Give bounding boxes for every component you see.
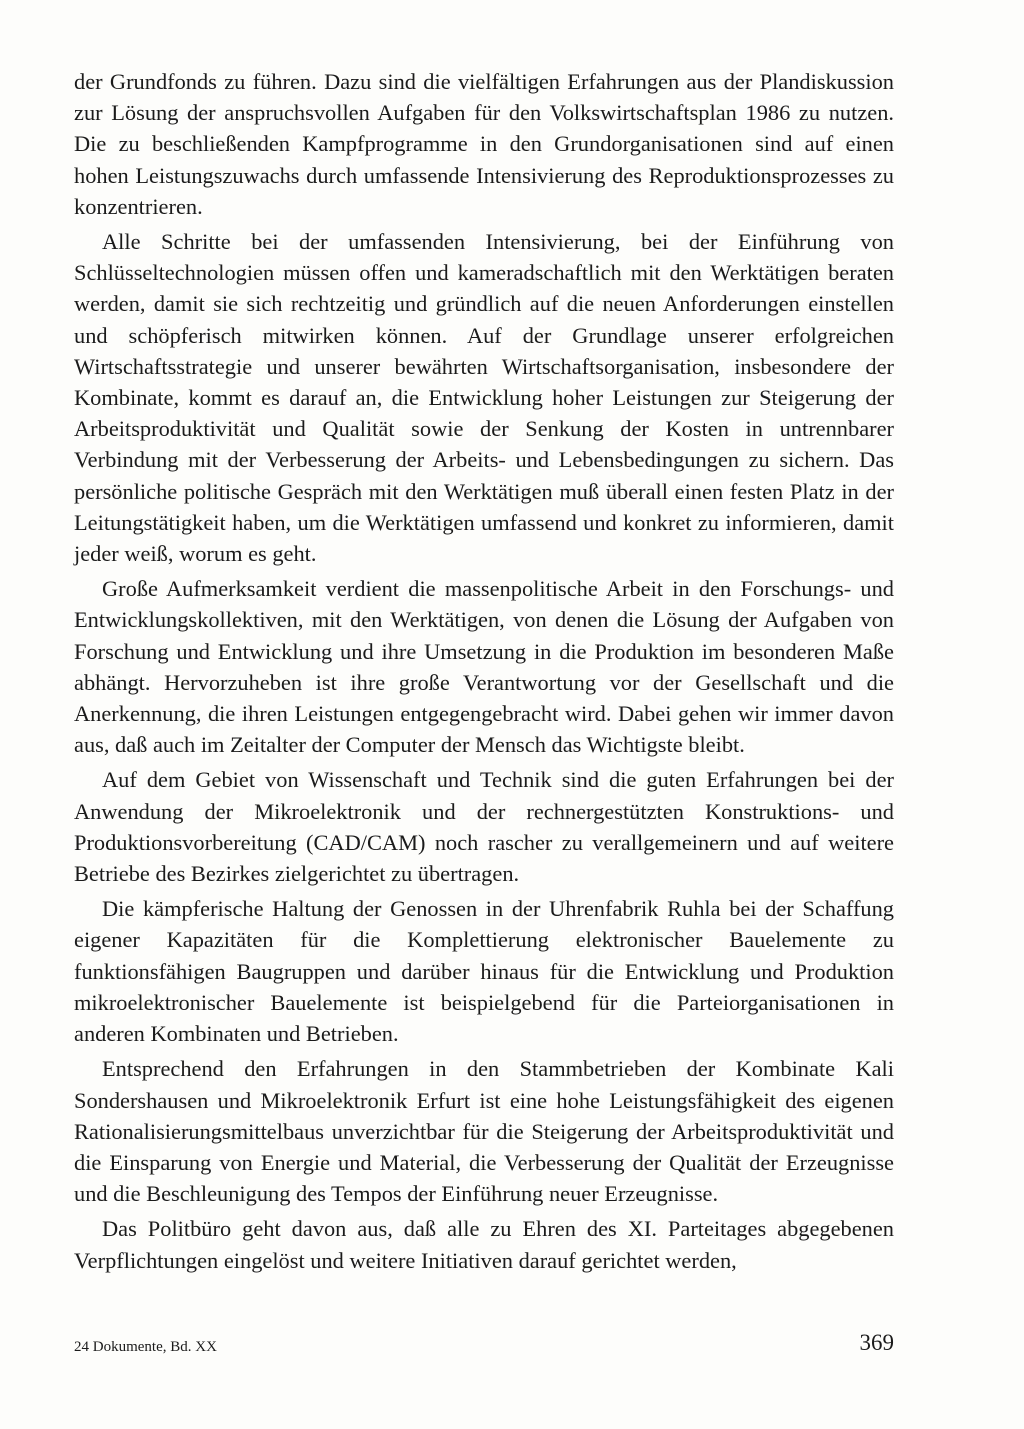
page-number: 369 bbox=[859, 1330, 894, 1355]
paragraph-3: Große Aufmerksamkeit verdient die massenpolitische Arbeit in den Forschungs- und Entwicklungskollektiven, mit den Werktätigen, von denen die Lösung der Aufgaben von Forschung und Entwicklung und ihre Umsetzung in die Produktion im besonderen Maße abhängt. Hervorzuheben ist ihre große Verantwortung vor der Gesellschaft und die Anerkennung, die ihren Leistungen entgegengebracht wird. Dabei gehen wir immer davon aus, daß auch im Zeitalter der Computer der Mensch das Wichtigste bleibt. bbox=[74, 576, 894, 758]
paragraph-6: Entsprechend den Erfahrungen in den Stammbetrieben der Kombinate Kali Sondershausen und Mikroelektronik Erfurt ist eine hohe Leistungsfähigkeit des eigenen Rationalisierungsmittelbaus unverzichtbar für die Steigerung der Arbeitsproduktivität und die Einsparung von Energie und Material, die Verbesserung der Qualität der Erzeugnisse und die Beschleunigung des Tempos der Einführung neuer Erzeugnisse. bbox=[74, 1056, 894, 1207]
paragraph-5: Die kämpferische Haltung der Genossen in der Uhrenfabrik Ruhla bei der Schaffung eigener Kapazitäten für die Komplettierung elektronischer Bauelemente zu funktionsfähigen Baugruppen und darüber hinaus für die Entwicklung und Produktion mikroelektronischer Bauelemente ist beispielgebend für die Parteiorganisationen in anderen Kombinaten und Betrieben. bbox=[74, 896, 894, 1047]
paragraph-2: Alle Schritte bei der umfassenden Intensivierung, bei der Einführung von Schlüsseltechnologien müssen offen und kameradschaftlich mit den Werktätigen beraten werden, damit sie sich rechtzeitig und gründlich auf die neuen Anforderungen einstellen und schöpferisch mitwirken können. Auf der Grundlage unserer erfolgreichen Wirtschaftsstrategie und unserer bewährten Wirtschaftsorganisation, insbesondere der Kombinate, kommt es darauf an, die Entwicklung hoher Leistungen zur Steigerung der Arbeitsproduktivität und Qualität sowie der Senkung der Kosten in untrennbarer Verbindung mit der Verbesserung der Arbeits- und Lebensbedingungen zu sichern. Das persönliche politische Gespräch mit den Werktätigen muß überall einen festen Platz in der Leitungstätigkeit haben, um die Werktätigen umfassend und konkret zu informieren, damit jeder weiß, worum es geht. bbox=[74, 229, 894, 567]
paragraph-1: der Grundfonds zu führen. Dazu sind die vielfältigen Erfahrungen aus der Plandiskussion zur Lösung der anspruchsvollen Aufgaben für den Volkswirtschaftsplan 1986 zu nutzen. Die zu beschließenden Kampfprogramme in den Grundorganisationen sind auf einen hohen Leistungszuwachs durch umfassende Intensivierung des Reproduktionsprozesses zu konzentrieren. bbox=[74, 69, 894, 219]
body-text bbox=[74, 66, 894, 1280]
footer-signature: 24 Dokumente, Bd. XX bbox=[74, 1339, 217, 1355]
paragraph-7: Das Politbüro geht davon aus, daß alle zu Ehren des XI. Parteitages abgegebenen Verpflichtungen eingelöst und weitere Initiativen darauf gerichtet werden, bbox=[74, 1216, 894, 1273]
paragraph-4: Auf dem Gebiet von Wissenschaft und Technik sind die guten Erfahrungen bei der Anwendung der Mikroelektronik und der rechnergestützten Konstruktions- und Produktionsvorbereitung (CAD/CAM) noch rascher zu verallgemeinern und auf weitere Betriebe des Bezirkes zielgerichtet zu übertragen. bbox=[74, 767, 894, 887]
